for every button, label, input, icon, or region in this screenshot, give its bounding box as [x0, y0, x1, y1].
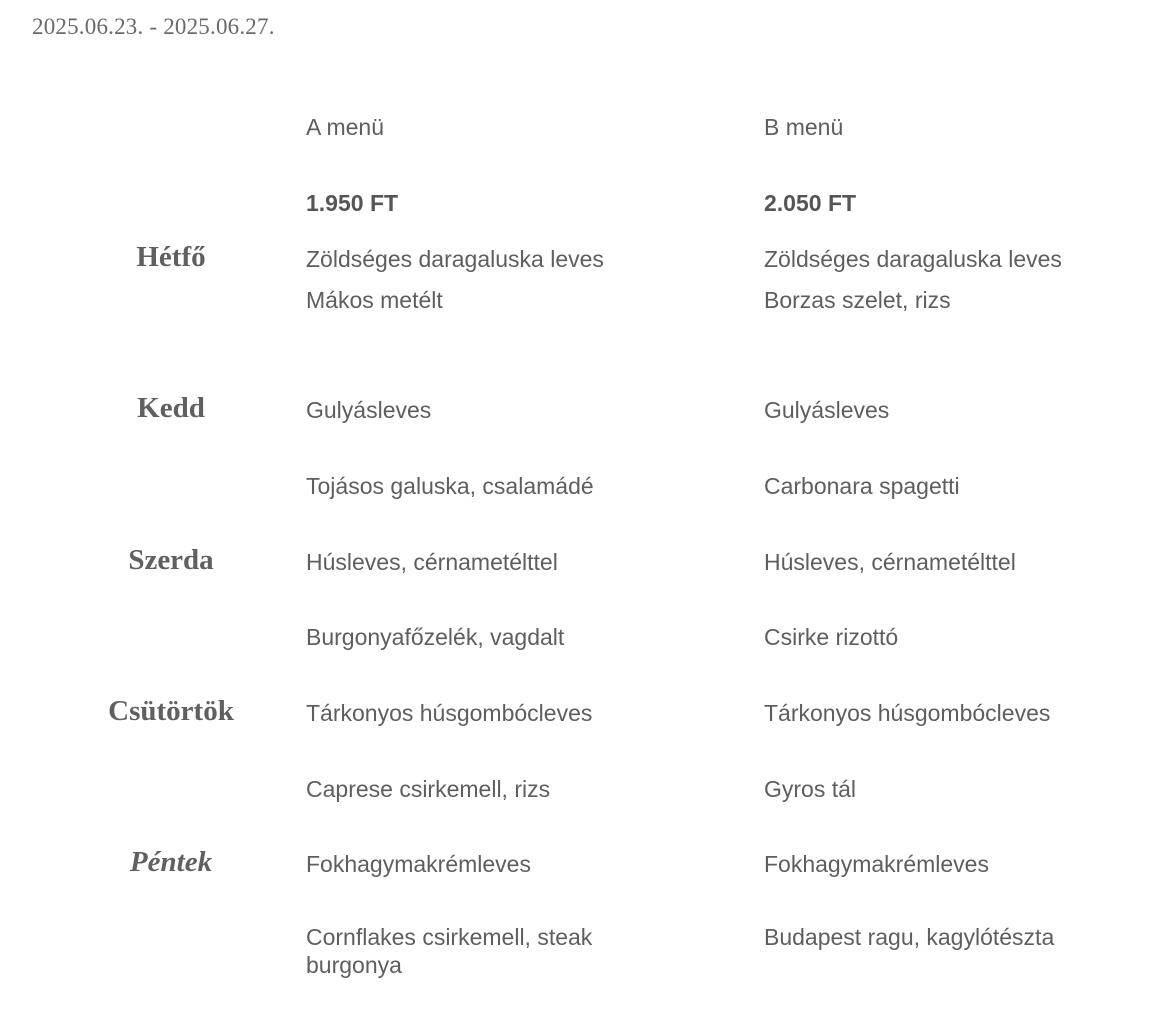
day-label-wednesday: Szerda [128, 544, 214, 576]
friday-a-soup: Fokhagymakrémleves [306, 851, 531, 877]
menu-b-price: 2.050 FT [764, 190, 857, 216]
day-label-tuesday: Kedd [137, 392, 205, 424]
menu-a-price: 1.950 FT [306, 190, 399, 216]
day-label-thursday: Csütörtök [108, 695, 234, 727]
day-label-monday: Hétfő [136, 241, 206, 273]
day-label-friday: Péntek [129, 846, 213, 878]
tuesday-b-soup: Gulyásleves [764, 397, 890, 423]
friday-a-main: Cornflakes csirkemell, steak burgonya [306, 924, 593, 978]
thursday-b-main: Gyros tál [764, 776, 857, 802]
monday-b-soup: Zöldséges daragaluska leves [764, 246, 1062, 272]
monday-a-soup: Zöldséges daragaluska leves [306, 246, 604, 272]
friday-b-main: Budapest ragu, kagylótészta [764, 924, 1055, 950]
wednesday-b-main: Csirke rizottó [764, 624, 899, 650]
tuesday-a-main: Tojásos galuska, csalamádé [306, 473, 594, 499]
wednesday-a-main: Burgonyafőzelék, vagdalt [306, 624, 565, 650]
friday-b-soup: Fokhagymakrémleves [764, 851, 989, 877]
tuesday-b-main: Carbonara spagetti [764, 473, 960, 499]
thursday-a-main: Caprese csirkemell, rizs [306, 776, 551, 802]
thursday-a-soup: Tárkonyos húsgombócleves [306, 700, 593, 726]
monday-a-main: Mákos metélt [306, 287, 443, 313]
menu-a-title: A menü [306, 114, 384, 140]
menu-b-title: B menü [764, 114, 844, 140]
monday-b-main: Borzas szelet, rizs [764, 287, 951, 313]
thursday-b-soup: Tárkonyos húsgombócleves [764, 700, 1051, 726]
wednesday-b-soup: Húsleves, cérnametélttel [764, 549, 1016, 575]
tuesday-a-soup: Gulyásleves [306, 397, 432, 423]
date-range: 2025.06.23. - 2025.06.27. [32, 14, 275, 39]
wednesday-a-soup: Húsleves, cérnametélttel [306, 549, 558, 575]
